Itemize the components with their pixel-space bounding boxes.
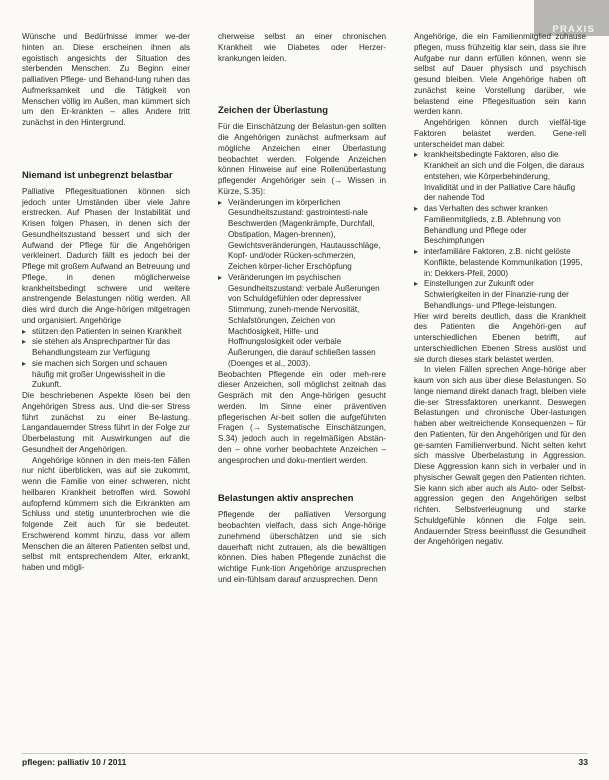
paragraph: Pflegende der palliativen Versorgung beobachten vielfach, dass sich Ange-hörige zunehmend überschätzen und sie sich dauerhaft nicht zutrauen, als die bewältigen können. Dies haben Pflegende zunächst die wichtige Funk-tion Angehörige anzusprechen und ein-fühlsam darauf anzusprechen. Denn — [218, 510, 386, 584]
paragraph: Angehörige können in den meis-ten Fällen nur nicht überblicken, was auf sie zukommt, wenn die Familie von einer schweren, nicht heilbaren Krankheit betroffen wird. Sowohl aufopfernd kümmern sich die Erkrankten am Schluss und stetig ununterbrochen wie die folgende Zeit auch für sie bedeutet. Erschwerend kommt hinzu, dass vor allem Menschen die an älteren Patienten selbst und, selbst mit entsprechendem Alter, erkrankt, haben und mögli- — [22, 455, 190, 572]
list-item: ▸ Veränderungen im psychischen Gesundheitszustand: verbale Äußerungen von Schuldgefühlen oder depressiver Stimmung, zuneh-mende Nervosität, Schlafstörungen, Zeichen von Machtlosigkeit, Hilfe- und Hoffnungslosigkeit oder verbale Äußerungen, die darauf schließen lassen (Doenges et al., 2003). — [218, 273, 386, 370]
column-1 — [22, 32, 190, 574]
paragraph: Hier wird bereits deutlich, dass die Krankheit des Patienten die Angehöri-gen auf unterschiedlichen Ebenen betrifft, auf unterschiedlichen Ebenen Stress auslöst und sie durch dieses stark belastet werden. — [414, 311, 586, 364]
list-item: ▸ sie machen sich Sorgen und schauen häufig mit großer Ungewissheit in die Zukunft. — [22, 359, 190, 391]
list-item: ▸ stützen den Patienten in seinen Krankheit — [22, 327, 190, 338]
list-item: ▸ Einstellungen zur Zukunft oder Schwierigkeiten in der Finanzie-rung der Behandlungs- und Pflege-leistungen. — [414, 279, 586, 311]
section-heading: Belastungen aktiv ansprechen — [218, 492, 354, 504]
paragraph: Wünsche und Bedürfnisse immer we-der hinten an. Diese erscheinen ihnen als egoistisch angesichts der Situation des sterbenden Menschen. Zu Beginn einer palliativen Pflege- und Behand-lung ruhen das Aufmerksamkeit und die Tätigkeit von Menschen völlig im Außen, man kümmert sich um den Er-krankten – alles Andere tritt zunächst in den Hintergrund. — [22, 32, 190, 127]
bullet-list — [22, 327, 190, 392]
list-item: ▸ das Verhalten des schwer kranken Familienmitglieds, z.B. Ablehnung von Behandlung und Pflege oder Beschimpfungen — [414, 204, 586, 247]
list-item: ▸ sie stehen als Ansprechpartner für das Behandlungsteam zur Verfügung — [22, 337, 190, 359]
section-heading: Niemand ist unbegrenzt belastbar — [22, 168, 173, 180]
bullet-list — [414, 150, 586, 311]
paragraph: Angehörige, die ein Familienmitglied zuhause pflegen, muss frühzeitig klar sein, dass sie ihre Aufgabe nur dann erfüllen können, wenn sie selbst auf Dauer physisch und psychisch gesund bleiben. Viele Angehörige haben oft zunächst keine Vorstellung darüber, wie belastend eine Pflegesituation sein kann werden kann. — [414, 32, 586, 117]
list-item: ▸ Veränderungen im körperlichen Gesundheitszustand: gastrointesti-nale Beschwerden (Magenkrämpfe, Durchfall, Obstipation, Magen-brennen), Gewichtsveränderungen, Hautausschläge, Kopf- und/oder Rücken-schmerzen, Zeichen körper-licher Erschöpfung — [218, 198, 386, 273]
paragraph: Für die Einschätzung der Belastun-gen sollten die Angehörigen zunächst aufmerksam auf mögliche Anzeichen einer Überlastung beobachtet werden. Folgende Anzeichen können Hinweise auf eine Rollenüberlastung pflegender Angehöriger sein (→ Wissen in Kürze, S.35): — [218, 122, 386, 196]
footer-divider — [22, 753, 588, 754]
page-number: 33 — [578, 757, 588, 767]
journal-name: pflegen: palliativ 10 / 2011 — [22, 757, 127, 767]
paragraph: In vielen Fällen sprechen Ange-hörige aber kaum von sich aus über diese Belastungen. So lange niemand direkt danach fragt, bleiben viele die-ser Stressfaktoren unerkannt. Deswegen Belastungen und chronische Über-lastungen haben aber weitreichende Konsequenzen – für den Patienten, für den Angehörigen und für den ge-samten Familienverbund. Nicht selten kehrt sich massive Überbelastung in Aggression. Diese Aggression kann sich in verbaler und in physischer Gewalt gegen den Patienten richten. Sie kann sich aber auch als Auto- oder Selbst-aggression gegen den Angehörigen selbst richten. Selbstverleugnung und starke Schuldgefühle können die Folge sein. Andauernder Stress beeinflusst die Gesundheit der Angehörigen negativ. — [414, 365, 586, 547]
column-3 — [414, 32, 586, 548]
bullet-list — [218, 198, 386, 370]
column-2 — [218, 32, 386, 586]
paragraph: Angehörigen können durch vielfäl-tige Faktoren belastet werden. Gene-rell unterscheidet man dabei: — [414, 118, 586, 149]
paragraph: Palliative Pflegesituationen können sich jedoch unter Umständen über viele Jahre erstrecken. Auf Phasen der Instabilität und Krisen folgen Phasen, in denen sich der Gesundheitszustand bessert und sich der Aufwand der Pflege für die Angehörigen verkleinert. Dadurch fällt es jedoch bei der Pflege mit großem Aufwand an Betreuung und Pflege, in denen möglicherweise krankheitsbedingt schwere und weitere anstrengende Belastungen nötig werden. All dies wird durch die Ange-hörigen mitgetragen und organisiert. Angehörige — [22, 186, 190, 325]
section-heading: Zeichen der Überlastung — [218, 104, 328, 116]
list-item: ▸ krankheitsbedingte Faktoren, also die Krankheit an sich und die Folgen, die daraus entstehen, wie Körperbehinderung, Invalidität und in der Palliative Care häufig der nahende Tod — [414, 150, 586, 204]
paragraph: Beobachten Pflegende ein oder meh-rere dieser Anzeichen, soll möglichst zeitnah das Gespräch mit den Ange-hörigen gesucht werden. Im Sinne einer präventiven pflegerischen Ar-beit sollen die aufgeführten Fragen (→ Systematische Einschätzungen, S.34) jedoch auch in regelmäßigen Abstän-den – ohne vorher beobachtete Anzeichen – angesprochen und doku-mentiert werden. — [218, 369, 386, 465]
paragraph: cherweise selbst an einer chronischen Krankheit wie Diabetes oder Herzer-krankungen leiden. — [218, 32, 386, 63]
list-item: ▸ interfamiliäre Faktoren, z.B. nicht gelöste Konflikte, belastende Kommunikation (1995, in: Dekkers-Pfeil, 2000) — [414, 247, 586, 279]
section-label: PRAXIS — [552, 24, 595, 35]
paragraph: Die beschriebenen Aspekte lösen bei den Angehörigen Stress aus. Und die-ser Stress führt zunächst zu einer Be-lastung. Langandauernder Stress führt in der Folge zur Überbelastung mit Auswirkungen auf die Gesundheit der Angehörigen. — [22, 391, 190, 454]
